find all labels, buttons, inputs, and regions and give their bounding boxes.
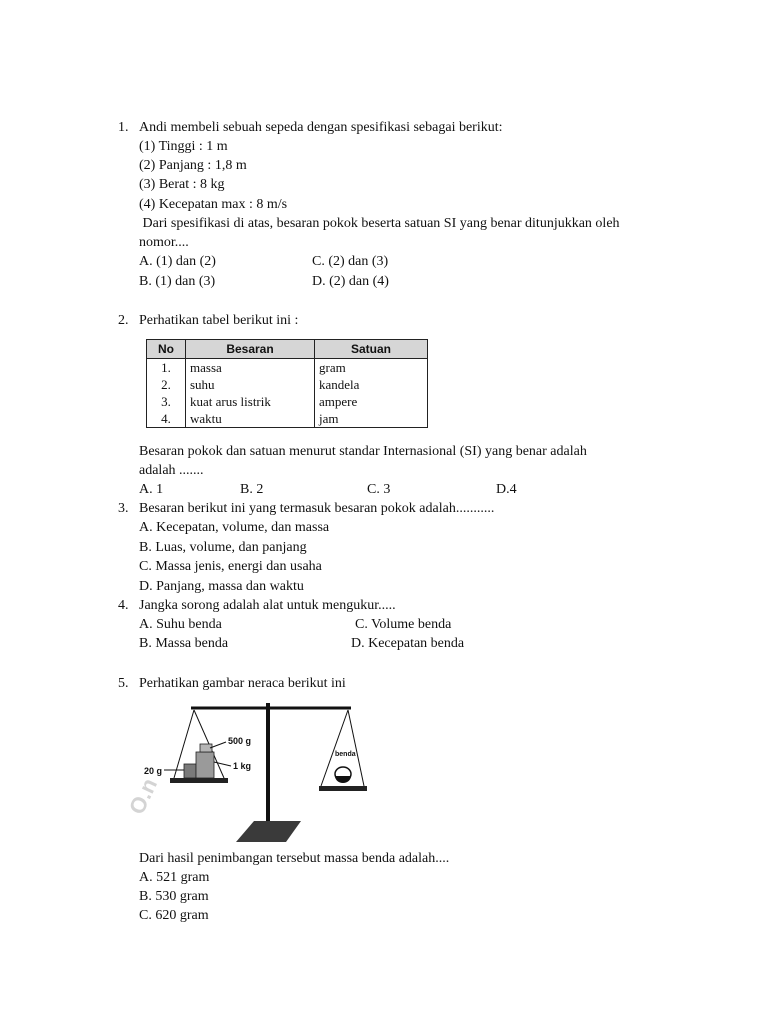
cell-besaran: massa — [186, 359, 315, 377]
table-row — [147, 410, 428, 428]
q3-option-a: A. Kecepatan, volume, dan massa — [139, 520, 330, 535]
q2-option-d: D.4 — [496, 482, 517, 497]
q4-number: 4. — [118, 598, 129, 613]
scale-base — [236, 821, 301, 842]
cell-besaran: waktu — [186, 410, 315, 428]
q1-prompt-line1: Dari spesifikasi di atas, besaran pokok beserta satuan SI yang benar ditunjukkan oleh — [139, 216, 620, 231]
q4-option-d: D. Kecepatan benda — [351, 636, 465, 651]
q3-text: Besaran berikut ini yang termasuk besaran pokok adalah........... — [139, 501, 495, 516]
q1-option-a: A. (1) dan (2) — [139, 254, 216, 269]
cell-no: 3. — [147, 393, 186, 410]
cell-no: 1. — [147, 359, 186, 377]
q3-option-b: B. Luas, volume, dan panjang — [139, 540, 307, 555]
q1-spec-3: (3) Berat : 8 kg — [139, 177, 225, 192]
object-benda-shade — [335, 776, 351, 783]
weight-20g — [184, 764, 196, 778]
q1-text: Andi membeli sebuah sepeda dengan spesifikasi sebagai berikut: — [139, 120, 503, 135]
q2-number: 2. — [118, 313, 129, 328]
cell-no: 2. — [147, 376, 186, 393]
q1-number: 1. — [118, 120, 129, 135]
si-table — [146, 339, 428, 428]
table-row — [147, 376, 428, 393]
q5-option-a: A. 521 gram — [139, 870, 210, 885]
left-pan — [170, 778, 228, 783]
cell-besaran: suhu — [186, 376, 315, 393]
q2-text: Perhatikan tabel berikut ini : — [139, 313, 299, 328]
cell-satuan: ampere — [319, 394, 358, 409]
q1-option-c: C. (2) dan (3) — [312, 254, 389, 269]
table-row — [147, 359, 428, 377]
balance-scale-figure — [123, 698, 396, 846]
table-row — [147, 393, 428, 410]
label-500g: 500 g — [228, 736, 252, 746]
label-20g: 20 g — [144, 766, 163, 776]
q3-number: 3. — [118, 501, 129, 516]
q2-prompt-line1: Besaran pokok dan satuan menurut standar Internasional (SI) yang benar adalah — [139, 444, 587, 459]
header-besaran: Besaran — [186, 340, 315, 359]
header-satuan: Satuan — [315, 340, 428, 359]
label-benda: benda — [335, 751, 356, 758]
cell-satuan: gram — [319, 360, 346, 375]
q4-option-b: B. Massa benda — [139, 636, 229, 651]
q1-option-b: B. (1) dan (3) — [139, 274, 216, 289]
q2-prompt-line2: adalah ....... — [139, 463, 204, 478]
q5-option-b: B. 530 gram — [139, 889, 209, 904]
q1-prompt-line2: nomor.... — [139, 235, 189, 250]
right-pan — [319, 786, 367, 791]
cell-satuan: kandela — [319, 377, 360, 392]
q4-option-a: A. Suhu benda — [139, 617, 222, 632]
q2-option-a: A. 1 — [139, 482, 164, 497]
table-header-row — [147, 340, 428, 359]
cell-satuan: jam — [319, 411, 339, 426]
q4-text: Jangka sorong adalah alat untuk mengukur..... — [139, 598, 396, 613]
q3-option-c: C. Massa jenis, energi dan usaha — [139, 559, 322, 574]
cell-besaran: kuat arus listrik — [186, 393, 315, 410]
q5-option-c: C. 620 gram — [139, 908, 209, 923]
cell-no: 4. — [147, 410, 186, 428]
q5-prompt: Dari hasil penimbangan tersebut massa benda adalah.... — [139, 851, 450, 866]
label-1kg: 1 kg — [233, 761, 252, 771]
q3-option-d: D. Panjang, massa dan waktu — [139, 579, 304, 594]
q2-option-c: C. 3 — [367, 482, 391, 497]
q1-option-d: D. (2) dan (4) — [312, 274, 389, 289]
pointer-line — [214, 762, 231, 766]
q1-spec-4: (4) Kecepatan max : 8 m/s — [139, 197, 288, 212]
q5-text: Perhatikan gambar neraca berikut ini — [139, 676, 346, 691]
q1-spec-2: (2) Panjang : 1,8 m — [139, 158, 247, 173]
watermark: O.n — [123, 774, 163, 819]
q1-spec-1: (1) Tinggi : 1 m — [139, 139, 228, 154]
q4-option-c: C. Volume benda — [355, 617, 452, 632]
q2-option-b: B. 2 — [240, 482, 264, 497]
header-no: No — [147, 340, 186, 359]
q5-number: 5. — [118, 676, 129, 691]
weight-1kg — [196, 752, 214, 778]
